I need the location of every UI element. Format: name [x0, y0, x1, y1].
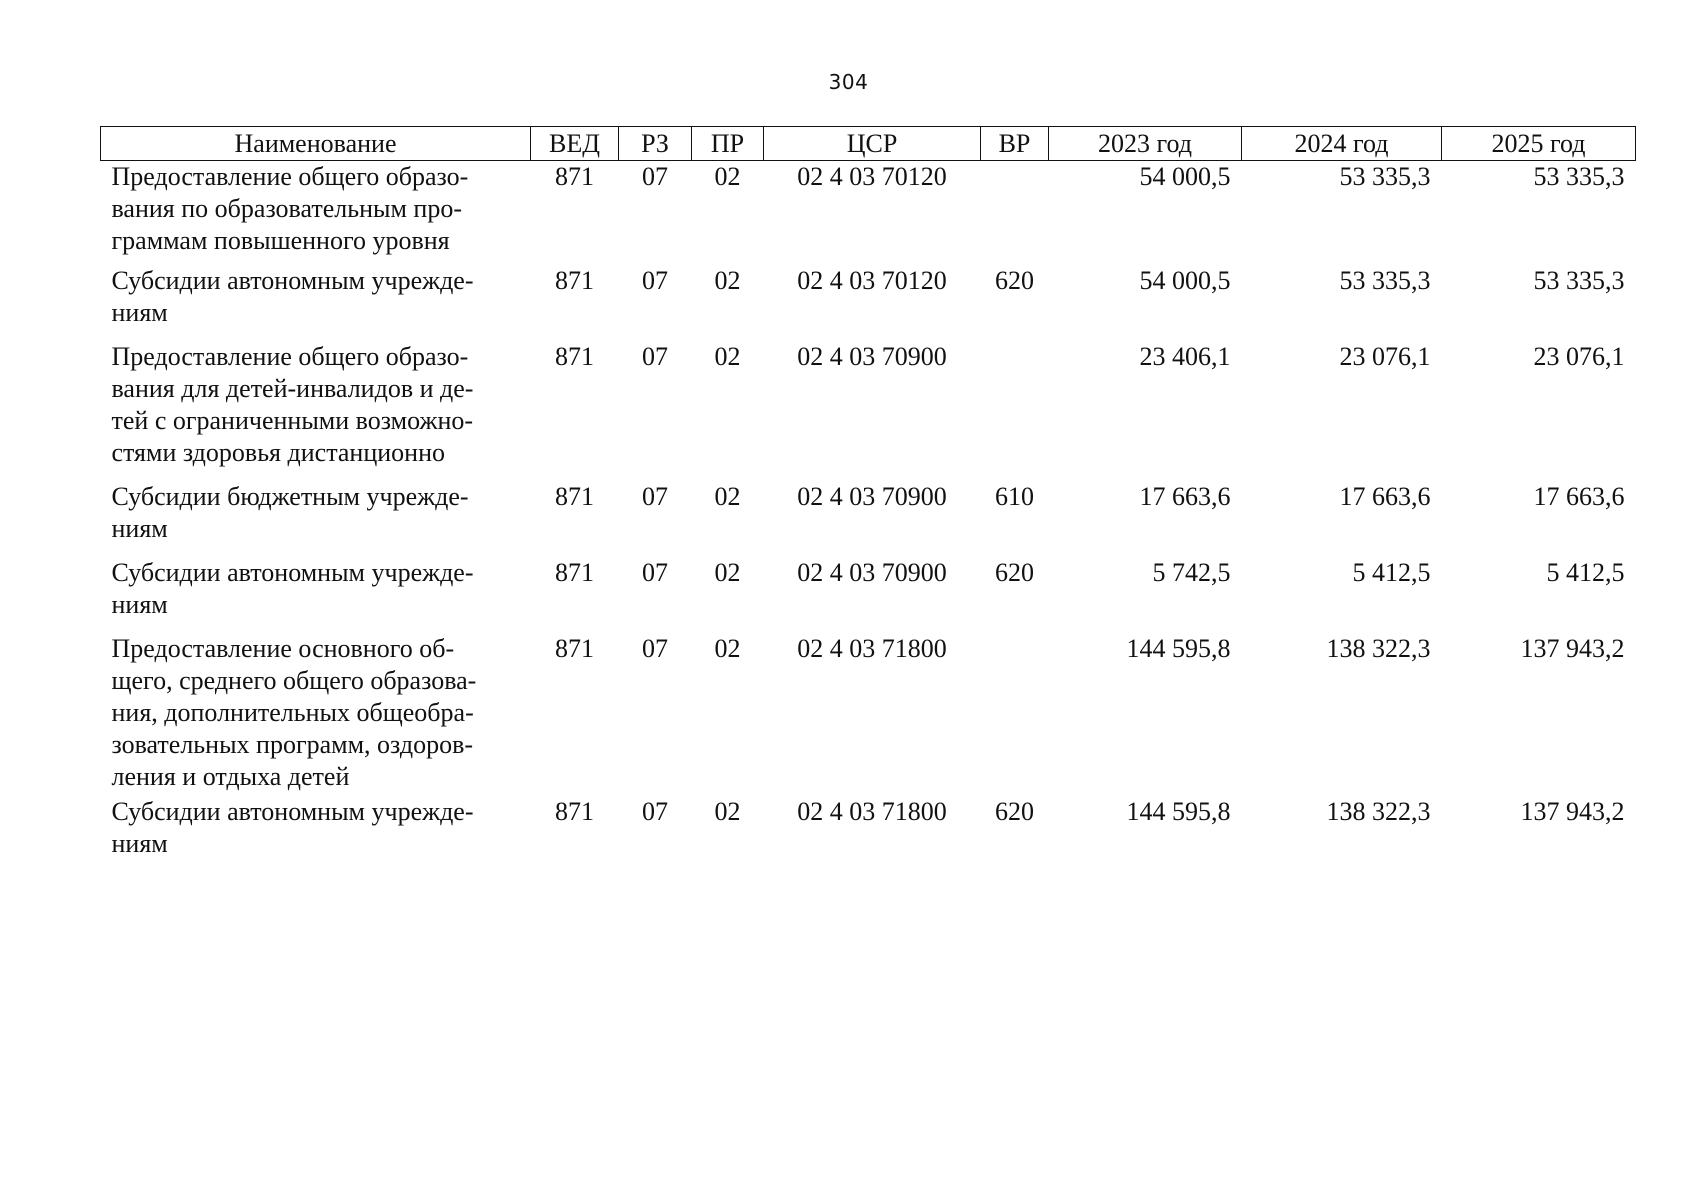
budget-table — [100, 126, 1636, 866]
row-name: Субсидии автономным учрежде- ниям — [111, 265, 474, 327]
row-2023: 144 595,8 — [1126, 796, 1231, 826]
row-rz: 07 — [642, 341, 668, 371]
header-2025: 2025 год — [1442, 127, 1636, 161]
page-number: 304 — [828, 70, 869, 94]
row-name: Субсидии бюджетным учрежде- ниям — [111, 481, 469, 543]
header-2023: 2023 год — [1049, 127, 1242, 161]
row-vr: 620 — [995, 557, 1034, 587]
table-row — [101, 796, 1636, 866]
row-2023: 17 663,6 — [1139, 481, 1231, 511]
header-ved: ВЕД — [531, 127, 619, 161]
header-csr: ЦСР — [764, 127, 981, 161]
table-row — [101, 557, 1636, 633]
row-name: Предоставление общего образо- вания для детей-инвалидов и де- тей с ограниченными возможно- стями здоровья дистанционно — [111, 341, 474, 467]
row-2023: 54 000,5 — [1139, 162, 1231, 191]
row-pr: 02 — [714, 341, 741, 371]
row-2025: 5 412,5 — [1546, 557, 1625, 587]
table-row — [101, 161, 1636, 265]
table-row — [101, 265, 1636, 341]
table-row — [101, 633, 1636, 796]
table-row — [101, 341, 1636, 481]
row-rz: 07 — [642, 633, 668, 663]
header-rz: РЗ — [619, 127, 692, 161]
row-2023: 54 000,5 — [1139, 265, 1231, 295]
row-name: Предоставление общего образо- вания по образовательным про- граммам повышенного уровня — [111, 162, 469, 255]
row-ved: 871 — [555, 162, 594, 191]
row-csr: 02 4 03 70900 — [797, 341, 947, 371]
row-ved: 871 — [555, 796, 594, 826]
row-2024: 138 322,3 — [1326, 796, 1431, 826]
row-pr: 02 — [714, 633, 741, 663]
row-vr: 620 — [995, 796, 1034, 826]
row-pr: 02 — [714, 481, 741, 511]
row-vr: 620 — [995, 265, 1034, 295]
row-rz: 07 — [642, 796, 668, 826]
row-vr — [981, 161, 1049, 265]
row-csr: 02 4 03 70900 — [797, 557, 947, 587]
row-2024: 53 335,3 — [1339, 265, 1431, 295]
row-2024: 17 663,6 — [1339, 481, 1431, 511]
row-ved: 871 — [555, 481, 594, 511]
row-2025: 137 943,2 — [1520, 633, 1625, 663]
table-row — [101, 481, 1636, 557]
row-csr: 02 4 03 70120 — [797, 265, 947, 295]
row-ved: 871 — [555, 633, 594, 663]
table-header-row — [101, 127, 1636, 161]
row-pr: 02 — [714, 796, 741, 826]
row-2024: 53 335,3 — [1339, 162, 1431, 191]
header-vr: ВР — [981, 127, 1049, 161]
row-name: Субсидии автономным учрежде- ниям — [111, 557, 474, 619]
row-csr: 02 4 03 71800 — [797, 633, 947, 663]
row-2025: 17 663,6 — [1533, 481, 1625, 511]
row-pr: 02 — [714, 265, 741, 295]
row-2023: 5 742,5 — [1152, 557, 1231, 587]
header-pr: ПР — [692, 127, 764, 161]
row-rz: 07 — [642, 557, 668, 587]
row-pr: 02 — [714, 557, 741, 587]
row-ved: 871 — [555, 341, 594, 371]
row-vr — [981, 341, 1049, 481]
row-csr: 02 4 03 71800 — [797, 796, 947, 826]
row-2023: 144 595,8 — [1126, 633, 1231, 663]
row-2024: 23 076,1 — [1339, 341, 1431, 371]
row-2025: 23 076,1 — [1533, 341, 1625, 371]
row-2024: 138 322,3 — [1326, 633, 1431, 663]
row-vr: 610 — [995, 481, 1034, 511]
row-2025: 137 943,2 — [1520, 796, 1625, 826]
header-name: Наименование — [101, 127, 531, 161]
row-ved: 871 — [555, 265, 594, 295]
row-rz: 07 — [642, 265, 668, 295]
row-rz: 07 — [642, 481, 668, 511]
row-2024: 5 412,5 — [1352, 557, 1431, 587]
row-2025: 53 335,3 — [1533, 162, 1625, 191]
row-name: Предоставление основного об- щего, среднего общего образова- ния, дополнительных общеобра- зовательных программ, оздоров- ления и отдыха детей — [111, 633, 477, 791]
row-pr: 02 — [714, 162, 741, 191]
row-csr: 02 4 03 70120 — [797, 162, 947, 191]
row-2023: 23 406,1 — [1139, 341, 1231, 371]
header-2024: 2024 год — [1242, 127, 1442, 161]
row-ved: 871 — [555, 557, 594, 587]
row-csr: 02 4 03 70900 — [797, 481, 947, 511]
row-vr — [981, 633, 1049, 796]
row-2025: 53 335,3 — [1533, 265, 1625, 295]
row-rz: 07 — [642, 162, 668, 191]
row-name: Субсидии автономным учрежде- ниям — [111, 796, 474, 858]
